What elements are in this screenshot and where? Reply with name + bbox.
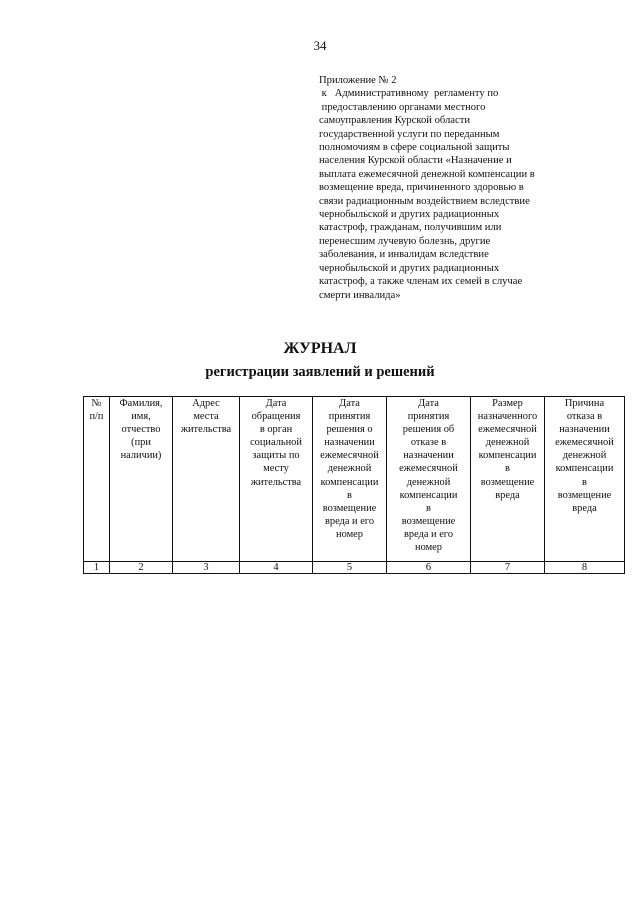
header-text-line: принятия <box>407 411 450 423</box>
header-text-line: обращения <box>251 411 301 423</box>
header-text-line: назначенного <box>477 411 538 423</box>
appendix-line: перенесшим лучевую болезнь, другие <box>319 235 491 247</box>
header-text-line: ежемесячной <box>478 424 537 436</box>
header-text-line: в <box>505 463 510 475</box>
header-text-line: отказе в <box>410 437 447 449</box>
appendix-line: выплата ежемесячной денежной компенсации в <box>319 168 535 180</box>
header-text-line: Адрес <box>192 398 220 409</box>
column-header <box>84 397 110 562</box>
column-number: 1 <box>84 562 110 574</box>
header-text-line: принятия <box>328 411 371 423</box>
column-header <box>110 397 173 562</box>
appendix-line: населения Курской области «Назначение и <box>319 155 512 167</box>
header-text-line: вреда <box>495 489 520 501</box>
header-text-line: № <box>91 398 102 409</box>
column-header <box>545 397 625 562</box>
column-number: 7 <box>471 562 545 574</box>
journal-table <box>83 396 625 574</box>
appendix-line: чернобыльской и других радиационных <box>319 209 500 221</box>
header-text-line: денежной <box>406 476 451 488</box>
header-text-line: Дата <box>339 398 360 409</box>
header-text-line: номер <box>415 542 442 554</box>
appendix-line: самоуправления Курской области <box>319 115 471 127</box>
header-text-line: возмещение <box>480 476 535 488</box>
header-text-line: денежной <box>562 450 607 462</box>
header-text-line: Размер <box>492 398 523 409</box>
header-text-line: п/п <box>89 411 104 423</box>
header-text-line: компенсации <box>399 489 458 501</box>
header-text-line: отчество <box>121 424 161 436</box>
header-text-line: жительства <box>250 476 302 488</box>
header-text-line: Дата <box>265 398 287 409</box>
header-text-line: назначении <box>403 450 454 462</box>
column-number: 5 <box>313 562 387 574</box>
appendix-line: катастроф, а также членам их семей в случае <box>319 276 523 288</box>
header-text-line: решения об <box>402 424 455 436</box>
header-text-line: решения о <box>326 424 373 436</box>
column-number: 3 <box>173 562 240 574</box>
header-text-line: возмещение <box>401 515 456 527</box>
appendix-heading <box>319 74 551 302</box>
column-number: 8 <box>545 562 625 574</box>
appendix-line: государственной услуги по переданным <box>319 128 500 140</box>
column-number: 4 <box>240 562 313 574</box>
header-text-line: социальной <box>250 437 302 449</box>
header-text-line: защиты по <box>252 450 300 462</box>
header-text-line: назначении <box>324 437 375 449</box>
appendix-line: предоставлению органами местного <box>319 101 486 113</box>
header-text-line: имя, <box>131 411 151 423</box>
header-text-line: компенсации <box>320 476 379 488</box>
appendix-line: катастроф, гражданам, получившим или <box>319 222 502 234</box>
header-text-line: места <box>193 411 219 423</box>
appendix-line: Приложение № 2 <box>319 75 397 86</box>
column-header <box>387 397 471 562</box>
header-text-line: номер <box>336 528 363 540</box>
header-text-line: вреда <box>572 502 597 514</box>
header-text-line: Фамилия, <box>119 398 163 409</box>
header-text-line: компенсации <box>478 450 537 462</box>
header-text-line: в <box>582 476 587 488</box>
appendix-line: связи радиационным воздействием вследствие <box>319 195 530 207</box>
header-text-line: Дата <box>418 398 439 409</box>
header-text-line: компенсации <box>555 463 614 475</box>
column-header <box>240 397 313 562</box>
column-number: 6 <box>387 562 471 574</box>
page-number: 34 <box>313 38 327 53</box>
column-header <box>173 397 240 562</box>
header-text-line: в <box>426 502 431 514</box>
column-header <box>471 397 545 562</box>
journal-title: ЖУРНАЛ <box>283 340 357 357</box>
header-text-line: вреда и его <box>403 528 454 540</box>
appendix-line: чернобыльской и других радиационных <box>319 262 500 274</box>
header-text-line: ежемесячной <box>399 463 458 475</box>
column-number: 2 <box>110 562 173 574</box>
header-text-line: отказа в <box>566 411 603 423</box>
header-text-line: денежной <box>485 437 530 449</box>
header-text-line: ежемесячной <box>320 450 379 462</box>
appendix-line: возмещение вреда, причиненного здоровью в <box>319 182 524 194</box>
appendix-line: заболевания, и инвалидам вследствие <box>319 249 489 261</box>
header-text-line: жительства <box>180 424 232 436</box>
appendix-line: полномочиям в сфере социальной защиты <box>319 142 510 154</box>
header-text-line: возмещение <box>557 489 612 501</box>
header-text-line: ежемесячной <box>555 437 614 449</box>
header-text-line: денежной <box>327 463 372 475</box>
journal-subtitle: регистрации заявлений и решений <box>205 364 435 380</box>
header-text-line: Причина <box>564 398 605 409</box>
header-text-line: наличии) <box>120 450 162 462</box>
header-text-line: месту <box>263 463 289 475</box>
column-number-row <box>84 562 625 574</box>
table-header-row <box>84 397 625 562</box>
appendix-line: к Административному регламенту по <box>319 88 499 100</box>
header-text-line: в орган <box>259 424 293 436</box>
header-text-line: в <box>347 489 352 501</box>
header-text-line: вреда и его <box>324 515 375 527</box>
header-text-line: возмещение <box>322 502 377 514</box>
header-text-line: (при <box>131 437 151 449</box>
column-header <box>313 397 387 562</box>
appendix-line: смерти инвалида» <box>319 289 401 301</box>
header-text-line: назначении <box>559 424 610 436</box>
